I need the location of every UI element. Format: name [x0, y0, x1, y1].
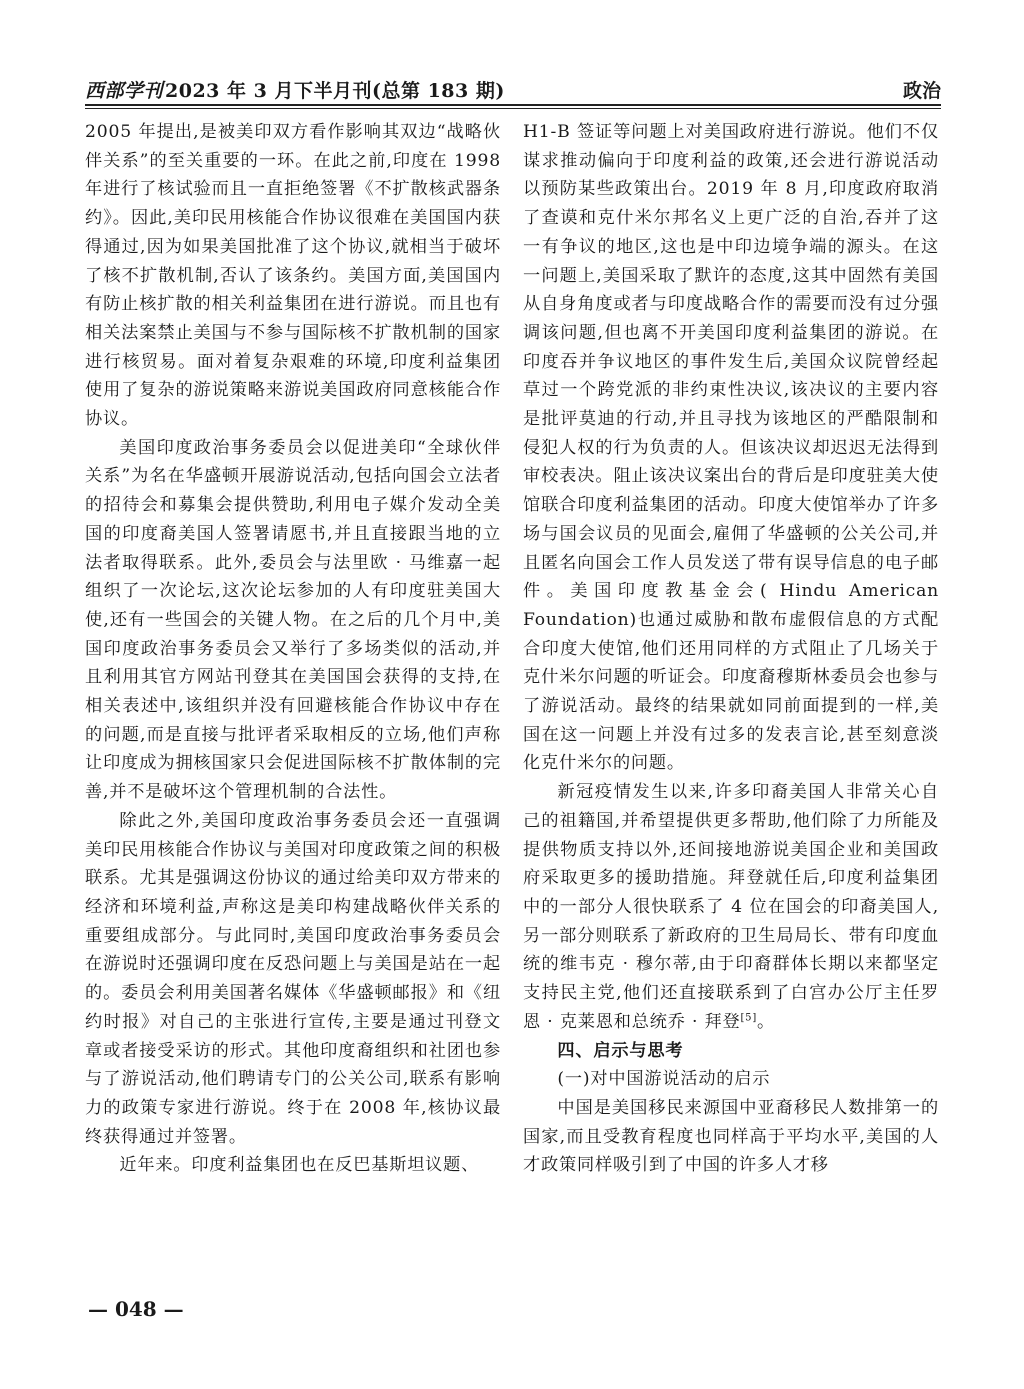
header-rule — [85, 104, 941, 106]
paragraph: 2005 年提出,是被美印双方看作影响其双边“战略伙伴关系”的至关重要的一环。在此之前,印度在 1998 年进行了核试验而且一直拒绝签署《不扩散核武器条约》。因此,美印民用核能合作协议很难在美国国内获得通过,因为如果美国批准了这个协议,就相当于破坏了核不扩散机制,否认了该条约。美国方面,美国国内有防止核扩散的相关利益集团在进行游说。而且也有相关法案禁止美国与不参与国际核不扩散机制的国家进行核贸易。面对着复杂艰难的环境,印度利益集团使用了复杂的游说策略来游说美国政府同意核能合作协议。 — [85, 122, 501, 430]
citation-marker: [5] — [740, 1012, 758, 1024]
page-number: — 048 — — [88, 1297, 184, 1321]
header-rule-thin — [85, 108, 941, 109]
left-column — [85, 118, 501, 1180]
journal-masthead — [85, 76, 505, 103]
paragraph-tail: 。 — [757, 1011, 776, 1032]
paragraph: 除此之外,美国印度政治事务委员会还一直强调美印民用核能合作协议与美国对印度政策之间的积极联系。尤其是强调这份协议的通过给美印双方带来的经济和环境利益,声称这是美印构建战略伙伴关系的重要组成部分。与此同时,美国印度政治事务委员会在游说时还强调印度在反恐问题上与美国是站在一起的。委员会利用美国著名媒体《华盛顿邮报》和《纽约时报》对自己的主张进行宣传,主要是通过刊登文章或者接受采访的形式。其他印度裔组织和社团也参与了游说活动,他们聘请专门的公关公司,联系有影响力的政策专家进行游说。终于在 2008 年,核协议最终获得通过并签署。 — [85, 810, 501, 1147]
issue-info: 2023 年 3 月下半月刊(总第 183 期) — [165, 80, 505, 102]
paragraph: 美国印度政治事务委员会以促进美印“全球伙伴关系”为名在华盛顿开展游说活动,包括向国会立法者的招待会和募集会提供赞助,利用电子媒介发动全美国的印度裔美国人签署请愿书,并且直接跟当地的立法者取得联系。此外,委员会与法里欧 · 马维嘉一起组织了一次论坛,这次论坛参加的人有印度驻美国大使,还有一些国会的关键人物。在之后的几个月中,美国印度政治事务委员会又举行了多场类似的活动,并且利用其官方网站刊登其在美国国会获得的支持,在相关表述中,该组织并没有回避核能合作协议中存在的问题,而是直接与批评者采取相反的立场,他们声称让印度成为拥核国家只会促进国际核不扩散体制的完善,并不是破坏这个管理机制的合法性。 — [85, 437, 501, 803]
paragraph: 近年来。印度利益集团也在反巴基斯坦议题、 — [119, 1155, 480, 1176]
paragraph-text: 新冠疫情发生以来,许多印裔美国人非常关心自己的祖籍国,并希望提供更多帮助,他们除了力所能及提供物质支持以外,还间接地游说美国企业和美国政府采取更多的援助措施。拜登就任后,印度利益集团中的一部分人很快联系了 4 位在国会的印裔美国人,另一部分则联系了新政府的卫生局局长、带有印度血统的维韦克 · 穆尔蒂,由于印裔群体长期以来都坚定支持民主党,他们还直接联系到了白宫办公厅主任罗恩 · 克莱恩和总统乔 · 拜登 — [523, 782, 939, 1032]
page-header — [85, 76, 941, 102]
subsection-heading: (一)对中国游说活动的启示 — [557, 1069, 771, 1090]
paragraph — [523, 778, 939, 1036]
section-label: 政治 — [902, 80, 941, 102]
journal-logo: 西部学刊 — [85, 80, 164, 102]
paragraph: H1-B 签证等问题上对美国政府进行游说。他们不仅谋求推动偏向于印度利益的政策,还会进行游说活动以预防某些政策出台。2019 年 8 月,印度政府取消了查谟和克什米尔邦名义上更广泛的自治,吞并了这一有争议的地区,这也是中印边境争端的源头。在这一问题上,美国采取了默许的态度,这其中固然有美国从自身角度或者与印度战略合作的需要而没有过分强调该问题,但也离不开美国印度利益集团的游说。在印度吞并争议地区的事件发生后,美国众议院曾经起草过一个跨党派的非约束性决议,该决议的主要内容是批评莫迪的行动,并且寻找为该地区的严酷限制和侵犯人权的行为负责的人。但该决议却迟迟无法得到审校表决。阻止该决议案出台的背后是印度驻美大使馆联合印度利益集团的活动。印度大使馆举办了许多场与国会议员的见面会,雇佣了华盛顿的公关公司,并且匿名向国会工作人员发送了带有误导信息的电子邮件。美国印度教基金会( Hindu American Foundation)也通过威胁和散布虚假信息的方式配合印度大使馆,他们还用同样的方式阻止了几场关于克什米尔问题的听证会。印度裔穆斯林委员会也参与了游说活动。最终的结果就如同前面提到的一样,美国在这一问题上并没有过多的发表言论,甚至刻意淡化克什米尔的问题。 — [523, 122, 939, 774]
section-heading: 四、启示与思考 — [557, 1040, 684, 1061]
right-column — [523, 118, 939, 1180]
paragraph: 中国是美国移民来源国中亚裔移民人数排第一的国家,而且受教育程度也同样高于平均水平,美国的人才政策同样吸引到了中国的许多人才移 — [523, 1097, 939, 1176]
